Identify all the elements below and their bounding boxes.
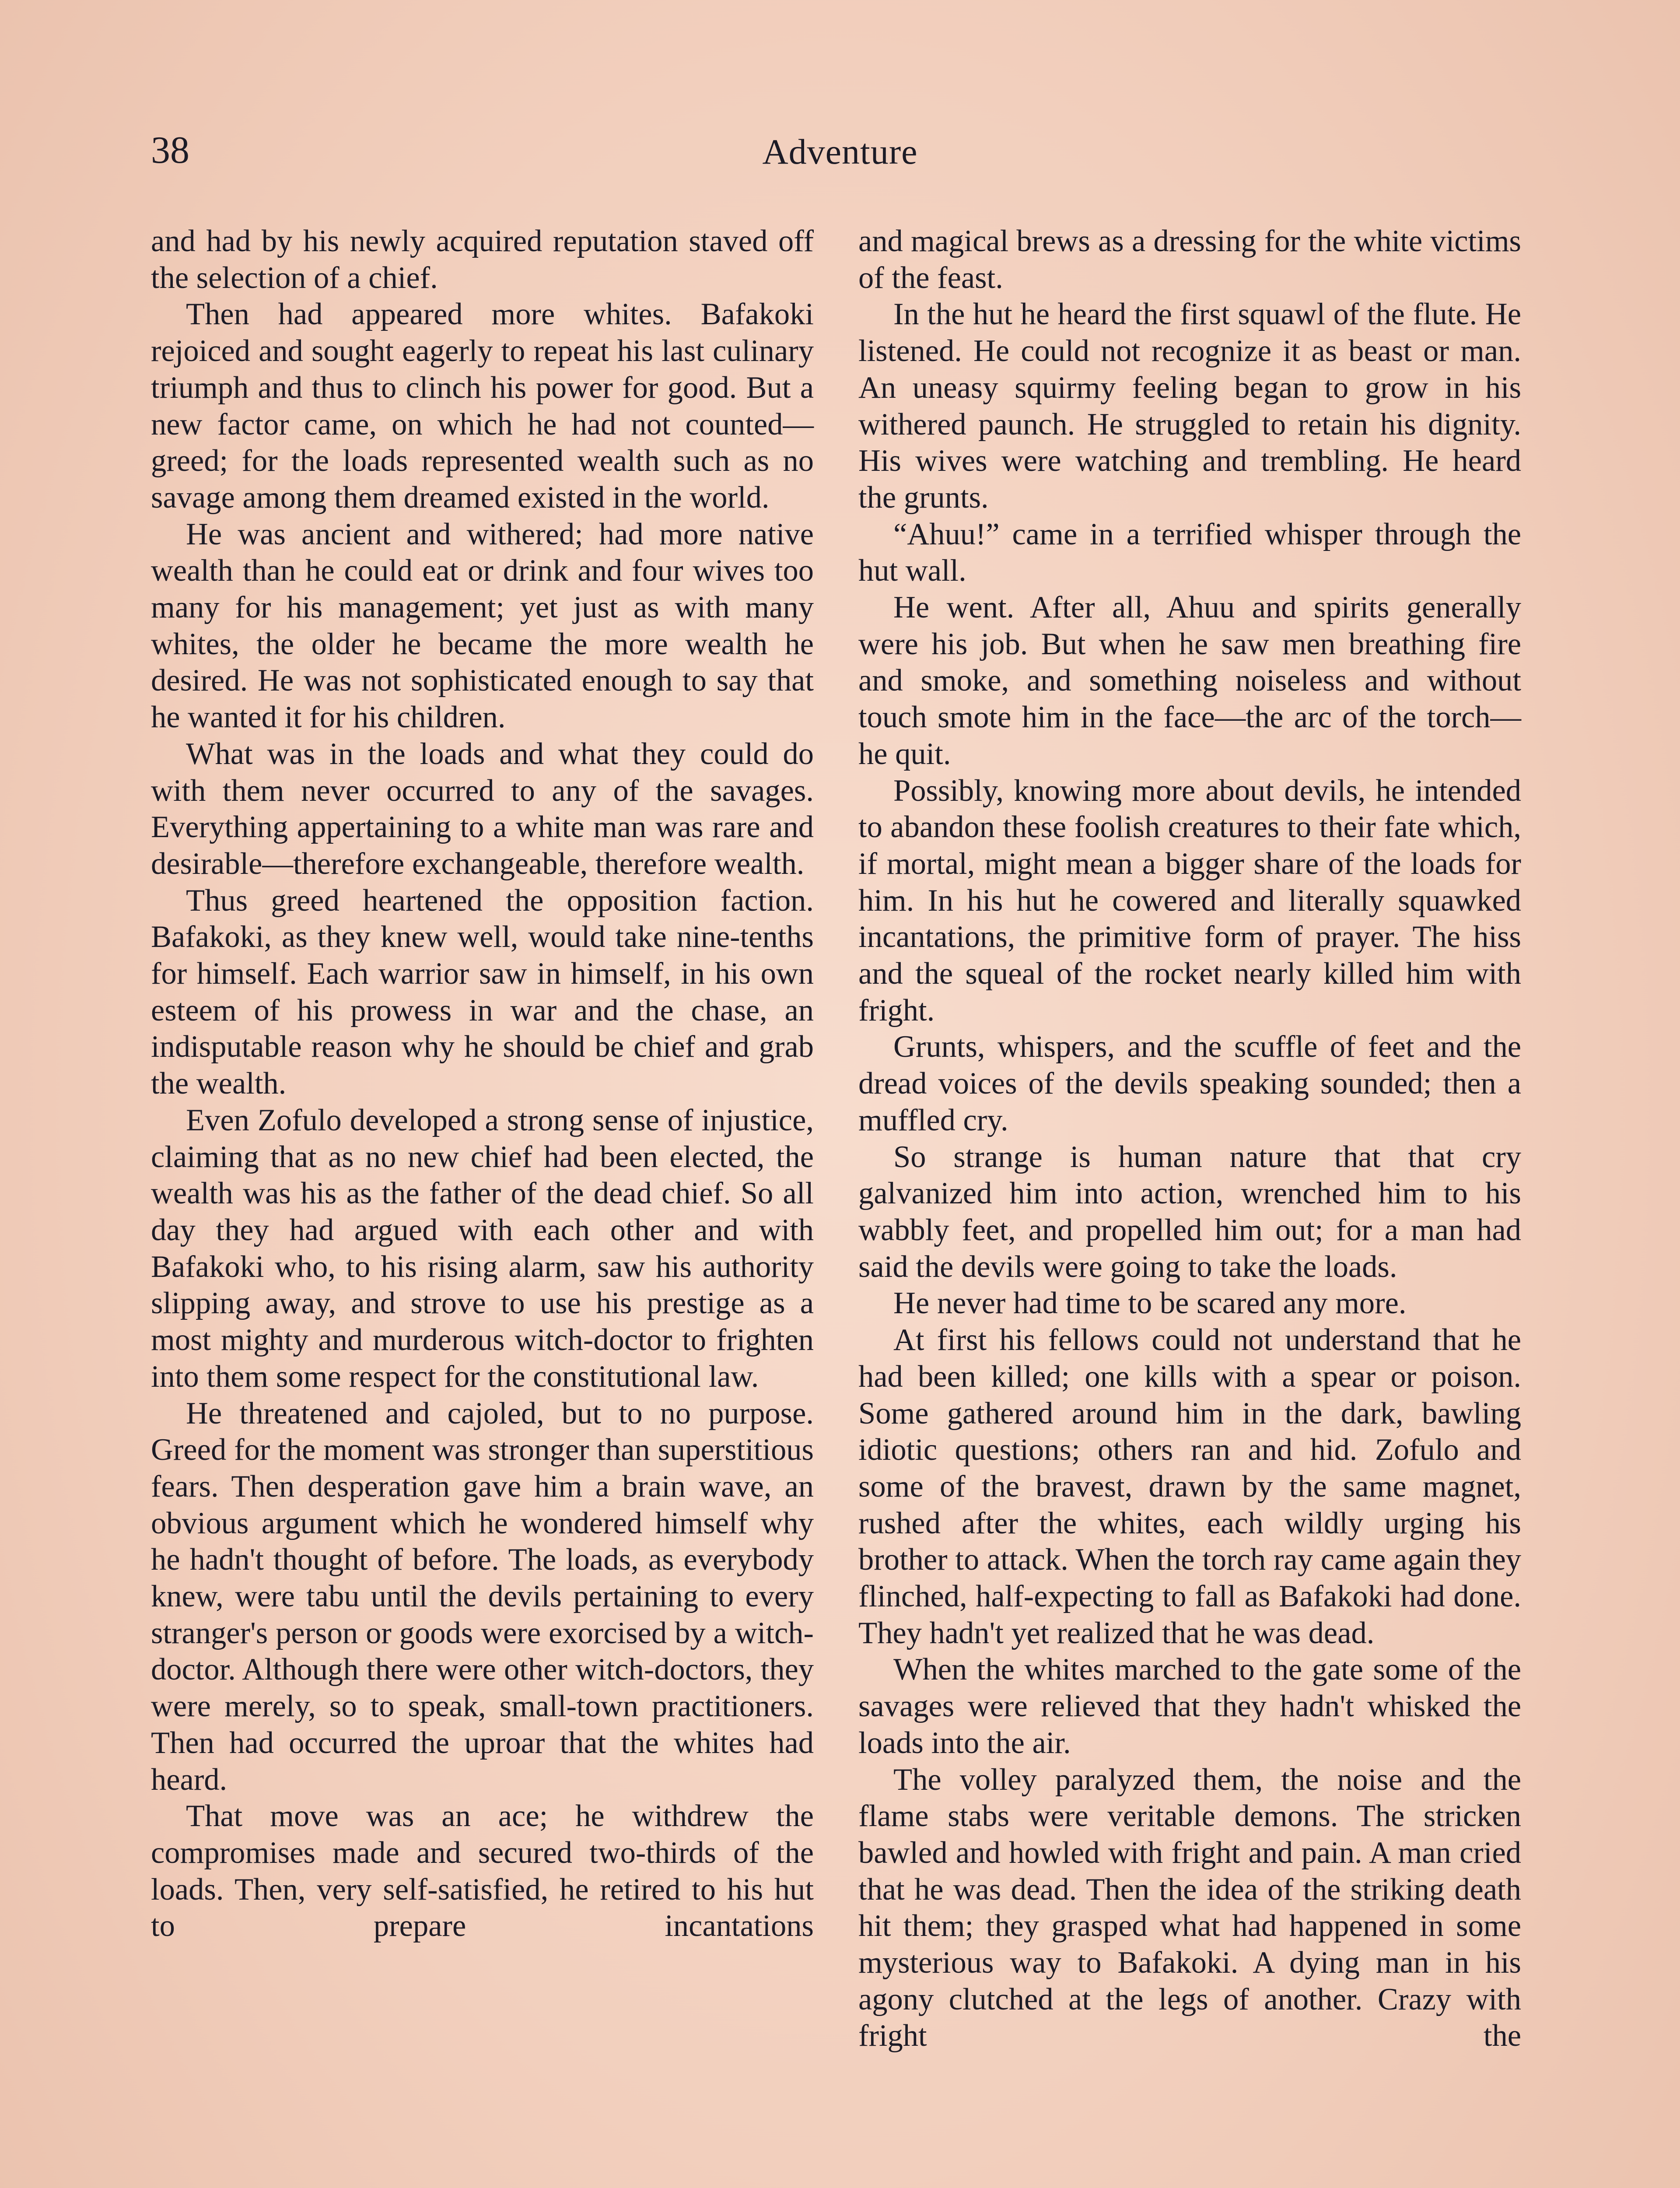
- paragraph: “Ahuu!” came in a terrified whisper through the hut wall.: [858, 517, 1521, 588]
- paragraph: Grunts, whispers, and the scuffle of feet and the dread voices of the devils speaking sounded; then a muffled cry.: [858, 1030, 1521, 1137]
- paragraph: Thus greed heartened the opposition faction. Bafakoki, as they knew well, would take nine-tenths for himself. Each warrior saw in himself, in his own esteem of his prowess in war and the chase, an indisputable reason why he should be chief and grab the wealth.: [151, 883, 814, 1101]
- paragraph: Even Zofulo developed a strong sense of injustice, claiming that as no new chief had been elected, the wealth was his as the father of the dead chief. So all day they had argued with each other and with Bafakoki who, to his rising alarm, saw his authority slipping away, and strove to use his prestige as a most mighty and murderous witch-doctor to frighten into them some respect for the constitutional law.: [151, 1103, 814, 1394]
- paragraph: So strange is human nature that that cry galvanized him into action, wrenched him to his wabbly feet, and propelled him out; for a man had said the devils were going to take the loads.: [858, 1140, 1521, 1284]
- paragraph: He threatened and cajoled, but to no purpose. Greed for the moment was stronger than superstitious fears. Then desperation gave him a brain wave, an obvious argument which he wondered himself why he hadn't thought of before. The loads, as everybody knew, were tabu until the devils pertaining to every stranger's person or goods were exorcised by a witch-doctor. Although there were other witch-doctors, they were merely, so to speak, small-town practitioners. Then had occurred the uproar that the whites had heard.: [151, 1396, 814, 1797]
- paragraph: and magical brews as a dressing for the white victims of the feast.: [858, 224, 1521, 295]
- paragraph: He went. After all, Ahuu and spirits generally were his job. But when he saw men breathing fire and smoke, and something noiseless and without touch smote him in the face—the arc of the torch—he quit.: [858, 590, 1521, 771]
- paragraph: and had by his newly acquired reputation staved off the selection of a chief.: [151, 224, 814, 295]
- page-number: 38: [151, 129, 189, 172]
- paragraph: When the whites marched to the gate some of the savages were relieved that they hadn't whisked the loads into the air.: [858, 1652, 1521, 1760]
- paragraph: At first his fellows could not understand that he had been killed; one kills with a spear or poison. Some gathered around him in the dark, bawling idiotic questions; others ran and hid. Zofulo and some of the bravest, drawn by the same magnet, rushed after the whites, each wildly urging his brother to attack. When the torch ray came again they flinched, half-expecting to fall as Bafakoki had done. They hadn't yet realized that he was dead.: [858, 1323, 1521, 1650]
- running-head: Adventure: [762, 132, 918, 172]
- paragraph: He never had time to be scared any more.: [893, 1286, 1407, 1321]
- paragraph: The volley paralyzed them, the noise and the flame stabs were veritable demons. The stricken bawled and howled with fright and pain. A man cried that he was dead. Then the idea of the striking death hit them; they grasped what had happened in some mysterious way to Bafakoki. A dying man in his agony clutched at the legs of another. Crazy with fright the: [858, 1762, 1521, 2053]
- left-column: [151, 223, 814, 1945]
- paragraph: Possibly, knowing more about devils, he intended to abandon these foolish creatures to their fate which, if mortal, might mean a bigger share of the loads for him. In his hut he cowered and literally squawked incantations, the primitive form of prayer. The hiss and the squeal of the rocket nearly killed him with fright.: [858, 773, 1521, 1027]
- paragraph: In the hut he heard the first squawl of the flute. He listened. He could not recognize it as beast or man. An uneasy squirmy feeling began to grow in his withered paunch. He struggled to retain his dignity. His wives were watching and trembling. He heard the grunts.: [858, 297, 1521, 515]
- paragraph: Then had appeared more whites. Bafakoki rejoiced and sought eagerly to repeat his last culinary triumph and thus to clinch his power for good. But a new factor came, on which he had not counted—greed; for the loads represented wealth such as no savage among them dreamed existed in the world.: [151, 297, 814, 515]
- right-column: [858, 223, 1521, 2055]
- paragraph: He was ancient and withered; had more native wealth than he could eat or drink and four wives too many for his management; yet just as with many whites, the older he became the more wealth he desired. He was not sophisticated enough to say that he wanted it for his children.: [151, 517, 814, 735]
- paragraph: What was in the loads and what they could do with them never occurred to any of the savages. Everything appertaining to a white man was rare and desirable—therefore exchangeable, therefore wealth.: [151, 736, 814, 881]
- paragraph: That move was an ace; he withdrew the compromises made and secured two-thirds of the loads. Then, very self-satisfied, he retired to his hut to prepare incantations: [151, 1799, 814, 1943]
